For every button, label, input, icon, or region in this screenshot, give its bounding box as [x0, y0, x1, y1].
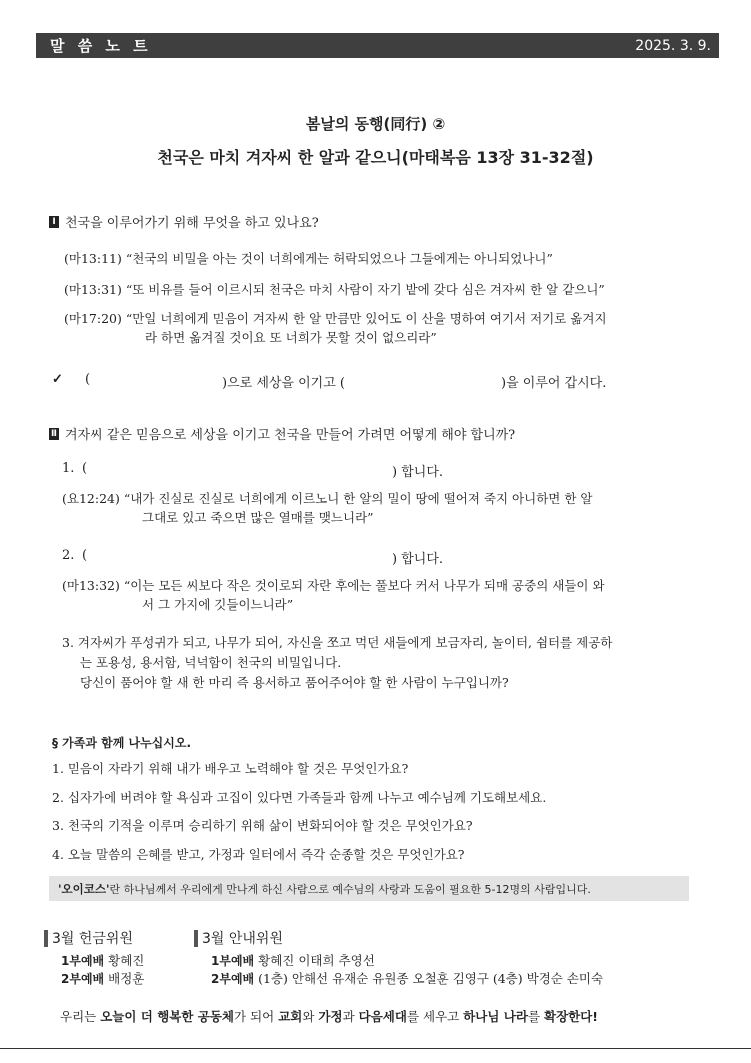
service-label: 1부예배: [61, 954, 105, 968]
section2-item3-line3: 당신이 품어야 할 새 한 마리 즉 용서하고 품어주어야 할 한 사람이 누구입니까?: [80, 675, 509, 690]
verse-ref: (마13:32): [62, 578, 120, 593]
oikos-term: '오이코스': [58, 881, 110, 896]
motto-emphasis: 다음세대: [358, 1009, 407, 1024]
motto-emphasis: 하나님 나라: [463, 1009, 528, 1024]
blank-mid: )으로 세상을 이기고 (: [222, 376, 346, 391]
header-title: 말 씀 노 트: [50, 37, 152, 55]
verse-text: “이는 모든 씨보다 작은 것이로되 자란 후에는 풀보다 커서 나무가 되매 공중의 새들이 와: [123, 578, 605, 593]
family-question: 2. 십자가에 버려야 할 욕심과 고집이 있다면 가족들과 함께 나누고 예수님께 기도해보세요.: [52, 790, 547, 805]
verse-continuation: 서 그 가지에 깃들이느니라”: [142, 597, 294, 612]
verse-continuation: 라 하면 옮겨질 것이요 또 너희가 못할 것이 없으리라”: [145, 330, 437, 345]
item-number: 1.: [62, 461, 75, 476]
bottom-divider: [0, 1048, 751, 1049]
section1-heading: [49, 212, 319, 231]
usher-row: [211, 969, 603, 987]
motto-text: 와: [302, 1009, 319, 1024]
section2-item3-line1: 3. 겨자씨가 푸성귀가 되고, 나무가 되어, 자신을 쪼고 먹던 새들에게 보금자리, 놀이터, 쉼터를 제공하: [62, 635, 613, 650]
section1-fill-line: [52, 372, 692, 391]
heading-bar: [194, 930, 198, 947]
family-question: 4. 오늘 말씀의 은혜를 받고, 가정과 일터에서 즉각 순종할 것은 무엇인가요?: [52, 847, 465, 862]
motto-emphasis: 교회: [278, 1009, 303, 1024]
section2-heading-text: 겨자씨 같은 믿음으로 세상을 이기고 천국을 만들어 가려면 어떻게 해야 합니까?: [65, 428, 516, 443]
motto-emphasis: 오늘이 더 행복한 공동체: [100, 1009, 235, 1024]
motto-emphasis: 가정: [318, 1009, 343, 1024]
usher-committee-title: 3월 안내위원: [202, 931, 283, 947]
verse-item: [62, 489, 592, 509]
staff-names: 황혜진 이태희 추영선: [258, 953, 375, 968]
motto-text: 우리는: [60, 1009, 101, 1024]
staff-names: 황혜진: [108, 953, 145, 968]
offering-row: [61, 969, 144, 987]
motto-text: 과: [342, 1009, 359, 1024]
staff-names: 배정훈: [108, 971, 145, 986]
blank-close: ) 합니다.: [392, 465, 444, 480]
section2-heading: [49, 424, 515, 443]
staff-names: (1층) 안해선 유재순 유원종 오철훈 김영구 (4층) 박경순 손미숙: [258, 971, 604, 986]
verse-text: “내가 진실로 진실로 너희에게 이르노니 한 알의 밀이 땅에 떨어져 죽지 아니하면 한 알: [123, 491, 593, 506]
blank-end: )을 이루어 갑시다.: [501, 376, 607, 391]
header-date: 2025. 3. 9.: [635, 37, 711, 54]
section1-heading-text: 천국을 이루어가기 위해 무엇을 하고 있나요?: [65, 216, 319, 231]
verse-ref: (마13:31): [64, 282, 122, 297]
heading-bar: [44, 930, 48, 947]
verse-item: [64, 280, 605, 300]
motto-text: 가 되어: [234, 1009, 279, 1024]
offering-committee-heading: [44, 928, 133, 948]
section2-item1: [62, 461, 662, 480]
oikos-text: 란 하나님께서 우리에게 만나게 하신 사람으로 예수님의 사랑과 도움이 필요한 5-12명의 사람입니다.: [109, 882, 591, 896]
verse-ref: (마13:11): [64, 251, 122, 266]
item-number: 2.: [62, 548, 75, 563]
motto-text: 를 세우고: [406, 1009, 464, 1024]
sermon-scripture: 천국은 마치 겨자씨 한 알과 같으니(마태복음 13장 31-32절): [157, 148, 594, 167]
blank-open: (: [82, 548, 88, 563]
verse-text: “또 비유를 들어 이르시되 천국은 마치 사람이 자기 밭에 갖다 심은 겨자씨 한 알 같으니”: [125, 282, 605, 297]
motto-emphasis: 확장한다!: [544, 1009, 599, 1024]
usher-row: [211, 951, 375, 969]
service-label: 1부예배: [211, 954, 255, 968]
section2-item3-line2: 는 포용성, 용서함, 넉넉함이 천국의 비밀입니다.: [80, 655, 342, 670]
family-question: 3. 천국의 기적을 이루며 승리하기 위해 삶이 변화되어야 할 것은 무엇인가요?: [52, 818, 473, 833]
blank-close: ) 합니다.: [392, 552, 444, 567]
verse-item: [62, 576, 605, 596]
section1-mark: Ⅰ: [49, 216, 59, 228]
usher-committee-heading: [194, 928, 283, 948]
verse-continuation: 그대로 있고 죽으면 많은 열매를 맺느니라”: [142, 510, 374, 525]
motto-text: 를: [527, 1009, 544, 1024]
blank-open: (: [85, 372, 91, 387]
service-label: 2부예배: [211, 972, 255, 986]
sermon-title: 봄날의 동행(同行) ②: [305, 115, 446, 133]
verse-text: “만일 너희에게 믿음이 겨자씨 한 알 만큼만 있어도 이 산을 명하여 여기서 저기로 옮겨지: [125, 311, 607, 326]
verse-ref: (요12:24): [62, 491, 120, 506]
verse-ref: (마17:20): [64, 311, 122, 326]
section2-item2: [62, 548, 662, 567]
sermon-title-block: [0, 113, 751, 171]
verse-text: “천국의 비밀을 아는 것이 너희에게는 허락되었으나 그들에게는 아니되었나니”: [125, 251, 553, 266]
family-question: 1. 믿음이 자라기 위해 내가 배우고 노력해야 할 것은 무엇인가요?: [52, 761, 409, 776]
oikos-note: [49, 876, 689, 901]
verse-item: [64, 249, 553, 269]
verse-item: [64, 309, 607, 329]
section2-mark: Ⅱ: [49, 428, 59, 440]
blank-open: (: [82, 461, 88, 476]
header-bar: [36, 33, 719, 58]
family-heading: § 가족과 함께 나누십시오.: [52, 736, 192, 750]
church-motto: [60, 1007, 598, 1025]
check-icon: ✓: [52, 372, 63, 387]
service-label: 2부예배: [61, 972, 105, 986]
offering-row: [61, 951, 144, 969]
offering-committee-title: 3월 헌금위원: [52, 931, 133, 947]
